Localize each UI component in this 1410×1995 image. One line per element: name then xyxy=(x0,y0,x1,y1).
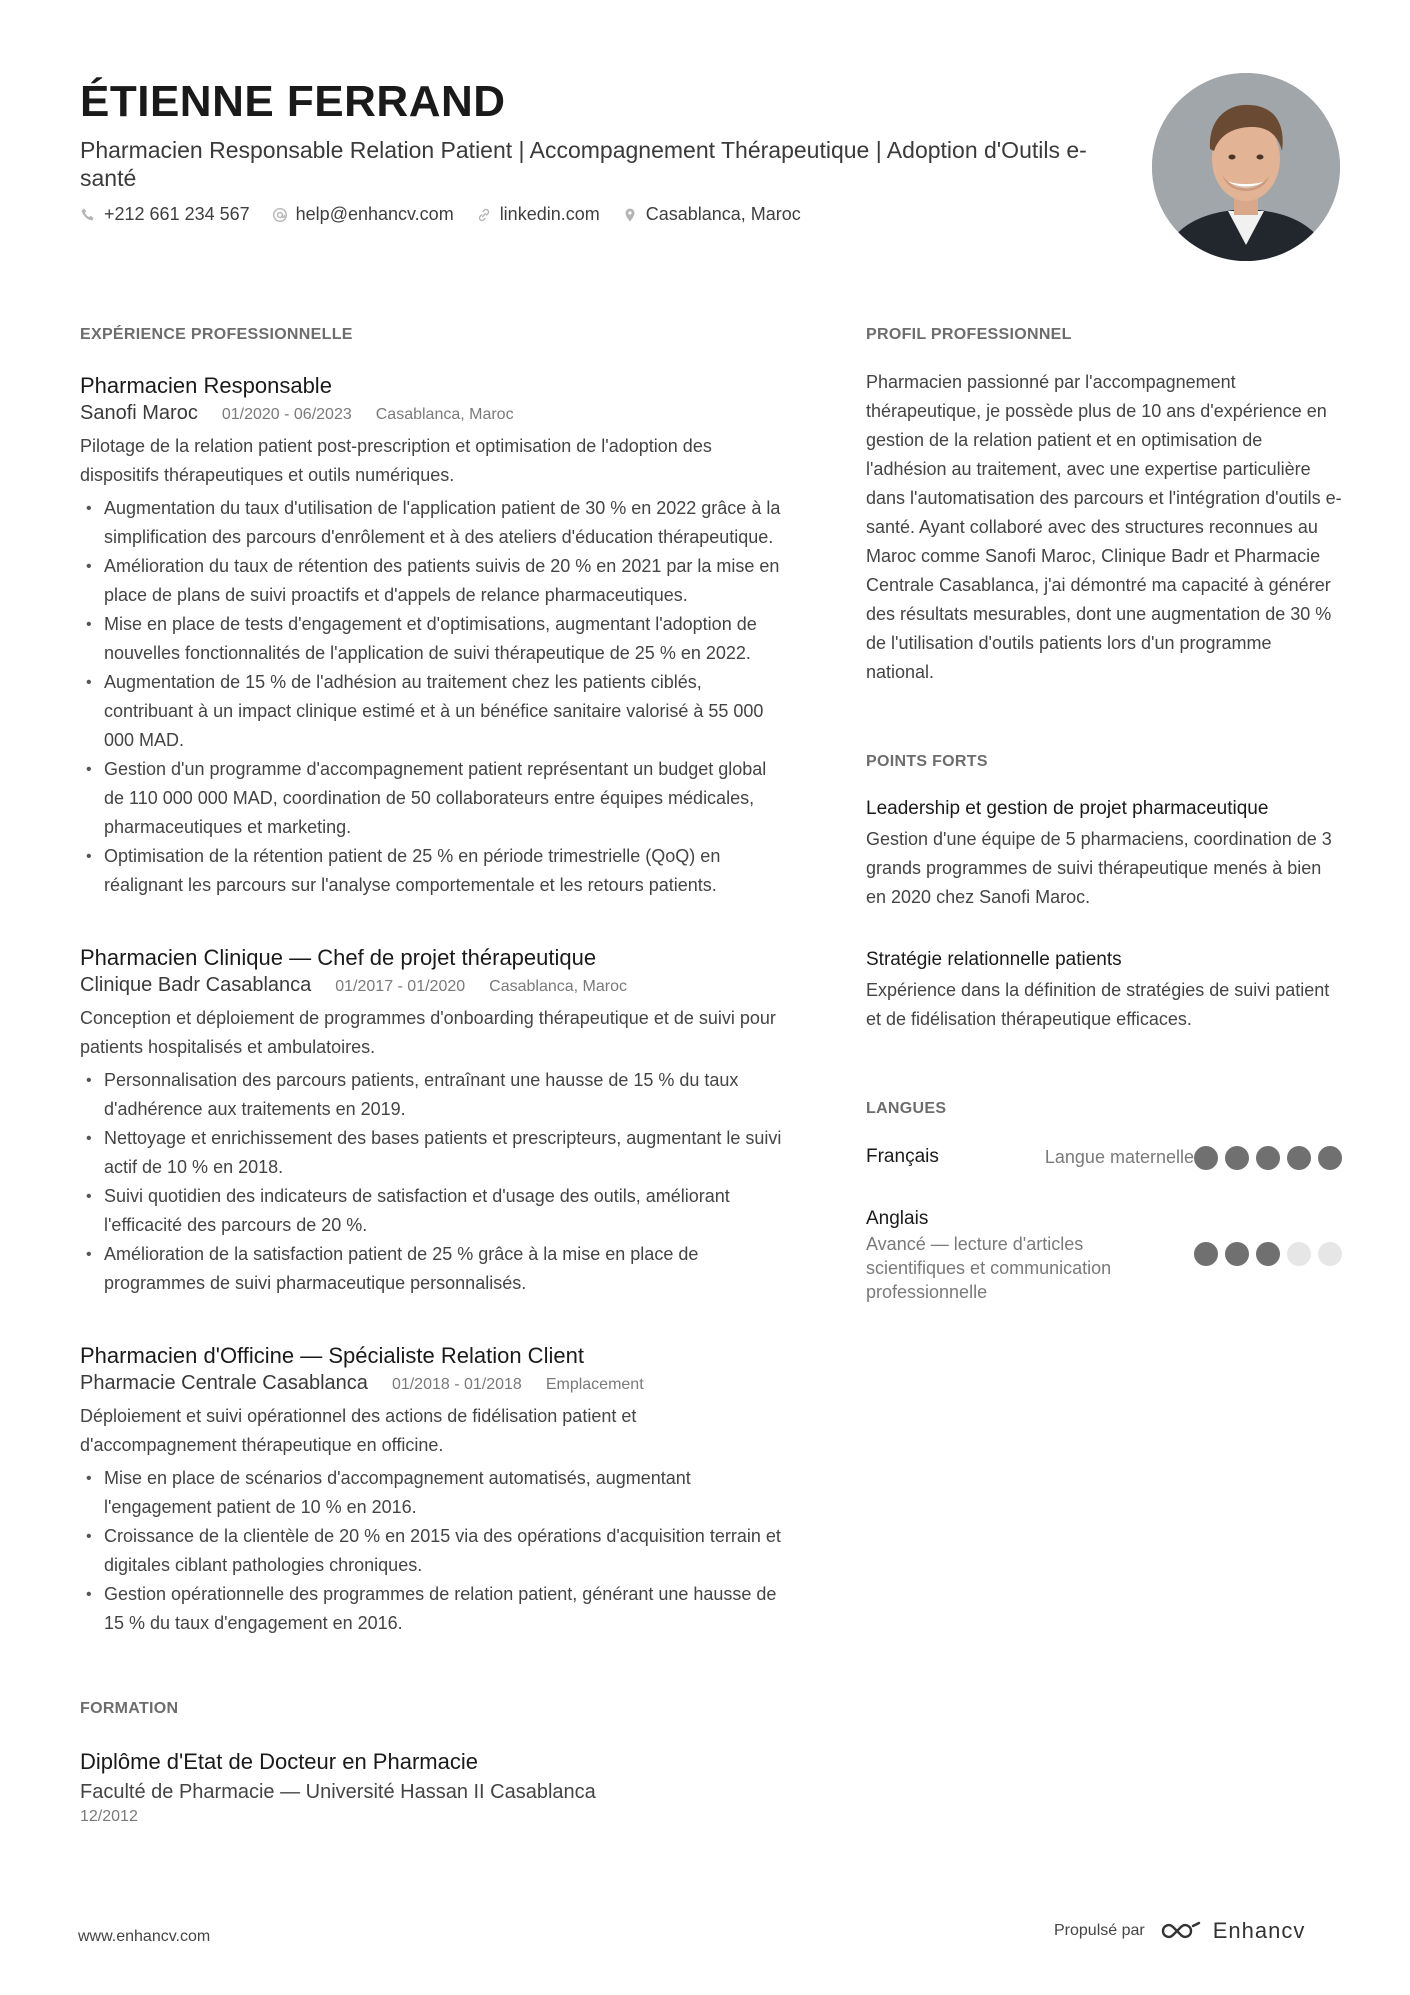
job-achievements xyxy=(80,1464,790,1638)
rating-dot xyxy=(1256,1146,1280,1170)
powered-by-text: Propulsé par xyxy=(1054,1922,1145,1939)
strength-description: Gestion d'une équipe de 5 pharmaciens, coordination de 3 grands programmes de suivi thérapeutique menés à bien en 2020 chez Sanofi Maroc. xyxy=(866,829,1332,907)
pin-icon xyxy=(622,207,638,223)
rating-dot xyxy=(1194,1242,1218,1266)
rating-dot xyxy=(1256,1242,1280,1266)
achievement-item: • Augmentation du taux d'utilisation de l'application patient de 30 % en 2022 grâce à la simplification des parcours d'enrôlement et à des ateliers d'éducation thérapeutique. xyxy=(80,494,790,552)
job-achievements xyxy=(80,494,790,900)
language-level: Langue maternelle xyxy=(1044,1147,1194,1167)
job-location: Emplacement xyxy=(545,1376,644,1393)
job-entry xyxy=(80,1342,790,1638)
language-rating xyxy=(1194,1242,1342,1266)
rating-dot xyxy=(1194,1146,1218,1170)
location-text: Casablanca, Maroc xyxy=(645,204,801,224)
job-meta xyxy=(80,972,790,1000)
achievement-item: • Gestion d'un programme d'accompagnement patient représentant un budget global de 110 000 000 MAD, coordination de 50 collaborateurs entre équipes médicales, pharmaceutiques et marketing. xyxy=(80,755,790,842)
job-location: Casablanca, Maroc xyxy=(489,978,627,995)
infinity-logo-icon xyxy=(1159,1918,1203,1944)
contact-phone xyxy=(80,204,250,225)
languages-section-title: LANGUES xyxy=(866,1100,947,1117)
job-entry xyxy=(80,944,790,1298)
job-dates: 01/2018 - 01/2018 xyxy=(391,1376,522,1393)
linkedin-text[interactable]: linkedin.com xyxy=(499,204,600,224)
footer-website[interactable]: www.enhancv.com xyxy=(78,1928,211,1945)
contact-linkedin[interactable] xyxy=(476,204,600,225)
rating-dot xyxy=(1318,1242,1342,1266)
job-dates: 01/2020 - 06/2023 xyxy=(221,406,352,423)
achievement-item: • Nettoyage et enrichissement des bases patients et prescripteurs, augmentant le suivi actif de 10 % en 2018. xyxy=(80,1124,790,1182)
email-text[interactable]: help@enhancv.com xyxy=(295,204,454,224)
contact-email[interactable] xyxy=(272,204,454,225)
strength-title: Stratégie relationnelle patients xyxy=(866,949,1122,970)
resume-header xyxy=(80,76,1130,225)
job-title: Pharmacien d'Officine — Spécialiste Relation Client xyxy=(80,1343,584,1368)
achievement-item: • Personnalisation des parcours patients, entraînant une hausse de 15 % du taux d'adhérence aux traitements en 2019. xyxy=(80,1066,790,1124)
profile-section-title: PROFIL PROFESSIONNEL xyxy=(866,326,1072,343)
language-rating xyxy=(1194,1146,1342,1170)
candidate-name: ÉTIENNE FERRAND xyxy=(80,77,506,126)
strength-item xyxy=(866,795,1342,912)
language-name: Anglais xyxy=(866,1208,929,1229)
job-meta xyxy=(80,1370,790,1398)
left-column xyxy=(80,326,790,1828)
language-item xyxy=(866,1206,1342,1306)
job-meta xyxy=(80,400,790,428)
strength-item xyxy=(866,946,1342,1034)
education-date: 12/2012 xyxy=(80,1808,138,1825)
job-description: Pilotage de la relation patient post-prescription et optimisation de l'adoption des dispositifs thérapeutiques et outils numériques. xyxy=(80,436,712,485)
job-description: Déploiement et suivi opérationnel des actions de fidélisation patient et d'accompagnement thérapeutique en officine. xyxy=(80,1406,637,1455)
job-entry xyxy=(80,372,790,900)
contact-row xyxy=(80,204,1130,225)
strength-description: Expérience dans la définition de stratégies de suivi patient et de fidélisation thérapeutique efficaces. xyxy=(866,980,1330,1029)
phone-icon xyxy=(80,207,96,223)
language-item xyxy=(866,1144,1342,1178)
achievement-item: • Amélioration de la satisfaction patient de 25 % grâce à la mise en place de programmes de suivi pharmaceutique personnalisés. xyxy=(80,1240,790,1298)
brand-logo[interactable] xyxy=(1159,1918,1306,1944)
strengths-section-title: POINTS FORTS xyxy=(866,753,988,770)
job-description: Conception et déploiement de programmes d'onboarding thérapeutique et de suivi pour patients hospitalisés et ambulatoires. xyxy=(80,1008,776,1057)
job-title: Pharmacien Clinique — Chef de projet thérapeutique xyxy=(80,945,597,970)
right-column xyxy=(866,326,1342,1306)
education-degree: Diplôme d'Etat de Docteur en Pharmacie xyxy=(80,1749,478,1774)
rating-dot xyxy=(1225,1242,1249,1266)
achievement-item: • Suivi quotidien des indicateurs de satisfaction et d'usage des outils, améliorant l'efficacité des parcours de 20 %. xyxy=(80,1182,790,1240)
brand-name: Enhancv xyxy=(1212,1918,1306,1943)
strengths-section xyxy=(866,753,1342,1034)
phone-text: +212 661 234 567 xyxy=(104,204,250,224)
achievement-item: • Mise en place de tests d'engagement et d'optimisations, augmentant l'adoption de nouvelles fonctionnalités de l'application de suivi thérapeutique de 25 % en 2022. xyxy=(80,610,790,668)
job-company: Pharmacie Centrale Casablanca xyxy=(80,1372,368,1394)
achievement-item: • Croissance de la clientèle de 20 % en 2015 via des opérations d'acquisition terrain et digitales ciblant pathologies chroniques. xyxy=(80,1522,790,1580)
profile-photo xyxy=(1152,73,1340,261)
profile-summary: Pharmacien passionné par l'accompagnement thérapeutique, je possède plus de 10 ans d'expérience en gestion de la relation patient et en optimisation de l'adhésion au traitement, avec une expertise particulière dans l'automatisation des parcours et l'intégration d'outils e-santé. Ayant collaboré avec des structures reconnues au Maroc comme Sanofi Maroc, Clinique Badr et Pharmacie Centrale Casablanca, j'ai démontré ma capacité à générer des résultats mesurables, dont une augmentation de 30 % de l'utilisation d'outils patients lors d'un programme national. xyxy=(866,372,1342,682)
job-title: Pharmacien Responsable xyxy=(80,373,332,398)
candidate-headline: Pharmacien Responsable Relation Patient | Accompagnement Thérapeutique | Adoption d'Outils e-santé xyxy=(80,137,1087,191)
job-achievements xyxy=(80,1066,790,1298)
job-company: Clinique Badr Casablanca xyxy=(80,974,312,996)
language-level: Avancé — lecture d'articles scientifiques et communication professionnelle xyxy=(866,1234,1112,1302)
rating-dot xyxy=(1287,1146,1311,1170)
job-company: Sanofi Maroc xyxy=(80,402,198,424)
job-dates: 01/2017 - 01/2020 xyxy=(335,978,466,995)
footer-branding xyxy=(1054,1918,1305,1944)
education-school: Faculté de Pharmacie — Université Hassan II Casablanca xyxy=(80,1781,596,1803)
rating-dot xyxy=(1287,1242,1311,1266)
link-icon xyxy=(476,207,492,223)
achievement-item: • Optimisation de la rétention patient de 25 % en période trimestrielle (QoQ) en réalignant les parcours sur l'analyse comportementale et les retours patients. xyxy=(80,842,790,900)
languages-section xyxy=(866,1100,1342,1306)
at-icon xyxy=(272,207,288,223)
education-section-title: FORMATION xyxy=(80,1700,179,1717)
experience-section-title: EXPÉRIENCE PROFESSIONNELLE xyxy=(80,326,353,343)
language-name: Français xyxy=(866,1146,939,1167)
education-section xyxy=(80,1700,790,1828)
rating-dot xyxy=(1225,1146,1249,1170)
rating-dot xyxy=(1318,1146,1342,1170)
strength-title: Leadership et gestion de projet pharmaceutique xyxy=(866,798,1269,819)
achievement-item: • Amélioration du taux de rétention des patients suivis de 20 % en 2021 par la mise en place de plans de suivi proactifs et d'appels de relance pharmaceutiques. xyxy=(80,552,790,610)
achievement-item: • Gestion opérationnelle des programmes de relation patient, générant une hausse de 15 % du taux d'engagement en 2016. xyxy=(80,1580,790,1638)
achievement-item: • Augmentation de 15 % de l'adhésion au traitement chez les patients ciblés, contribuant à un impact clinique estimé et à un bénéfice sanitaire valorisé à 55 000 000 MAD. xyxy=(80,668,790,755)
achievement-item: • Mise en place de scénarios d'accompagnement automatisés, augmentant l'engagement patient de 10 % en 2016. xyxy=(80,1464,790,1522)
contact-location xyxy=(622,204,801,225)
job-location: Casablanca, Maroc xyxy=(375,406,514,423)
